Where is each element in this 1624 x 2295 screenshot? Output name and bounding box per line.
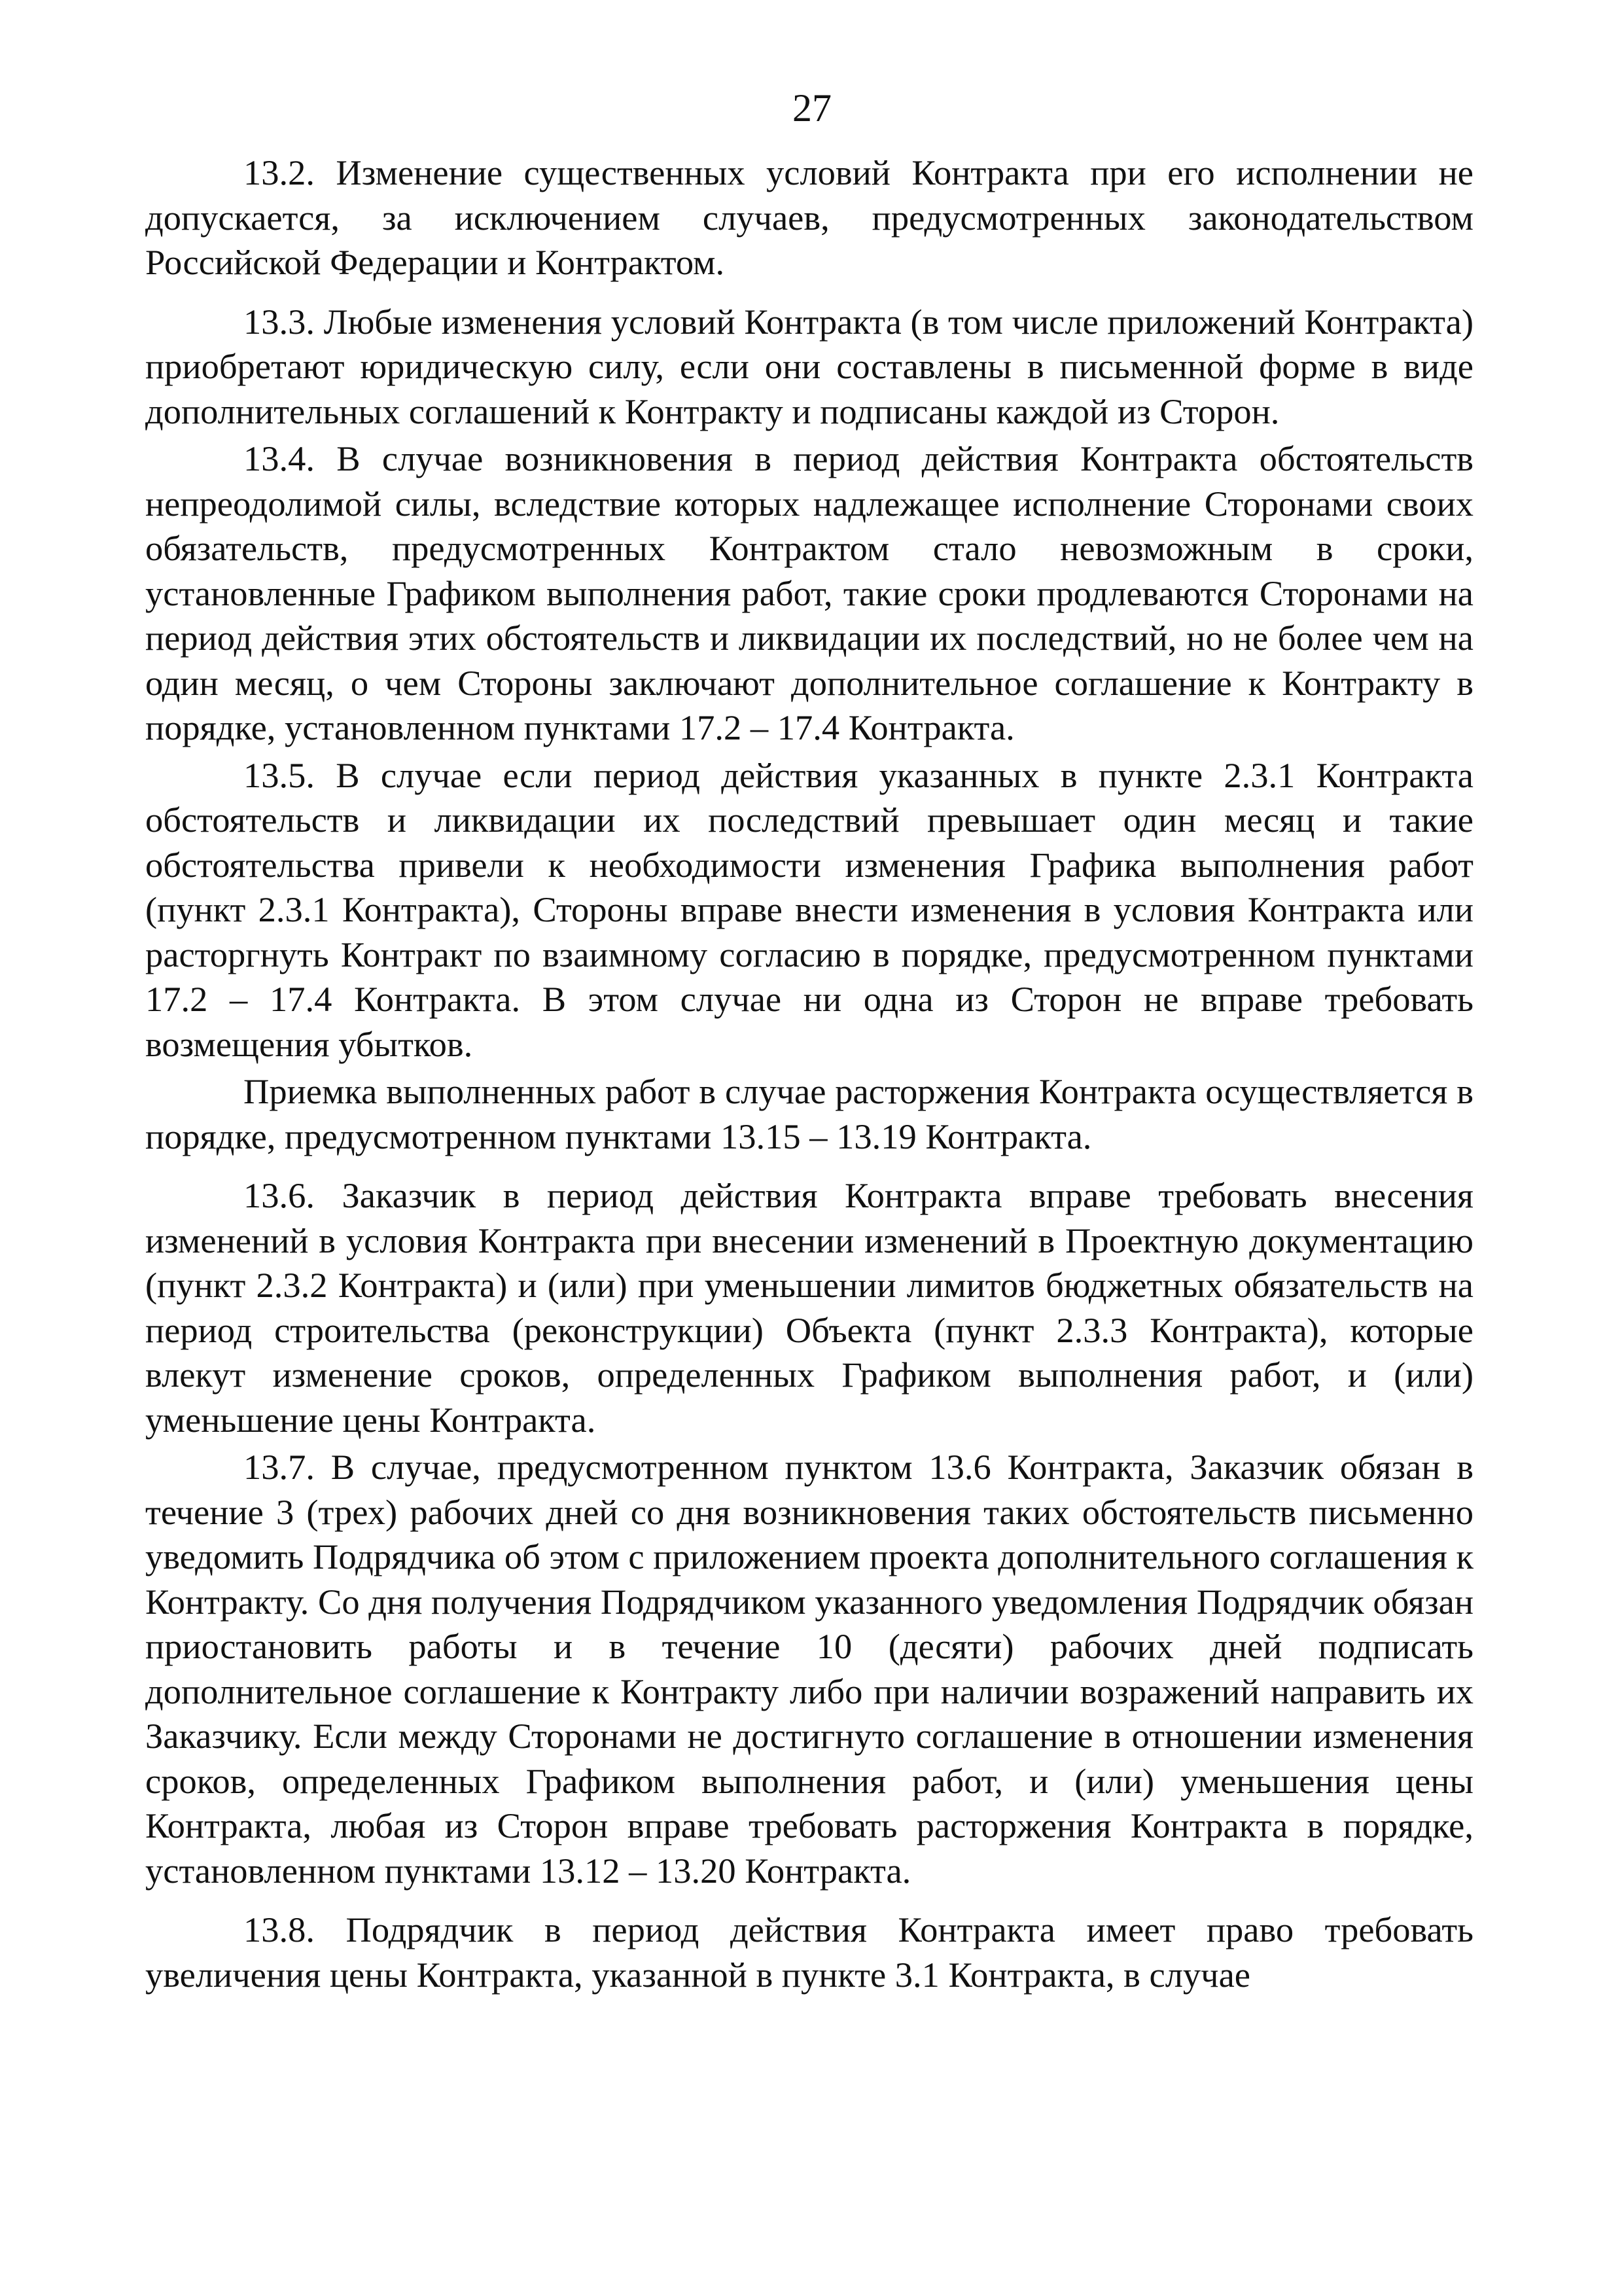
paragraph-13-2: 13.2. Изменение существенных условий Контракта при его исполнении не допускается, за исключением случаев, предусмотренных законодательством Российской Федерации и Контрактом. [145,152,1474,282]
paragraph-13-8: 13.8. Подрядчик в период действия Контракта имеет право требовать увеличения цены Контракта, указанной в пункте 3.1 Контракта, в случае [145,1910,1474,1995]
paragraph-13-5: 13.5. В случае если период действия указанных в пункте 2.3.1 Контракта обстоятельств и ликвидации их последствий превышает один месяц и такие обстоятельства привели к необходимости изменения Графика выполнения работ (пункт 2.3.1 Контракта), Стороны вправе внести изменения в условия Контракта или расторгнуть Контракт по взаимному согласию в порядке, предусмотренном пунктами 17.2 – 17.4 Контракта. В этом случае ни одна из Сторон не вправе требовать возмещения убытков. [145,755,1474,1064]
page-number: 27 [792,86,832,130]
paragraph-13-7: 13.7. В случае, предусмотренном пунктом 13.6 Контракта, Заказчик обязан в течение 3 (трех) рабочих дней со дня возникновения таких обстоятельств письменно уведомить Подрядчика об этом с приложением проекта дополнительного соглашения к Контракту. Со дня получения Подрядчиком указанного уведомления Подрядчик обязан приостановить работы и в течение 10 (десяти) рабочих дней подписать дополнительное соглашение к Контракту либо при наличии возражений направить их Заказчику. Если между Сторонами не достигнуто соглашение в отношении изменения сроков, определенных Графиком выполнения работ, и (или) уменьшения цены Контракта, любая из Сторон вправе требовать расторжения Контракта в порядке, установленном пунктами 13.12 – 13.20 Контракта. [145,1447,1474,1891]
paragraph-13-3: 13.3. Любые изменения условий Контракта (в том числе приложений Контракта) приобретают юридическую силу, если они составлены в письменной форме в виде дополнительных соглашений к Контракту и подписаны каждой из Сторон. [145,301,1474,431]
paragraph-13-4: 13.4. В случае возникновения в период действия Контракта обстоятельств непреодолимой силы, вследствие которых надлежащее исполнение Сторонами своих обязательств, предусмотренных Контрактом стало невозможным в сроки, установленные Графиком выполнения работ, такие сроки продлеваются Сторонами на период действия этих обстоятельств и ликвидации их последствий, но не более чем на один месяц, о чем Стороны заключают дополнительное соглашение к Контракту в порядке, установленном пунктами 17.2 – 17.4 Контракта. [145,438,1474,747]
paragraph-13-5-acceptance: Приемка выполненных работ в случае расторжения Контракта осуществляется в порядке, предусмотренном пунктами 13.15 – 13.19 Контракта. [145,1071,1474,1156]
document-body [145,151,1474,1997]
paragraph-13-6: 13.6. Заказчик в период действия Контракта вправе требовать внесения изменений в условия Контракта при внесении изменений в Проектную документацию (пункт 2.3.2 Контракта) и (или) при уменьшении лимитов бюджетных обязательств на период строительства (реконструкции) Объекта (пункт 2.3.3 Контракта), которые влекут изменение сроков, определенных Графиком выполнения работ, и (или) уменьшение цены Контракта. [145,1175,1474,1440]
